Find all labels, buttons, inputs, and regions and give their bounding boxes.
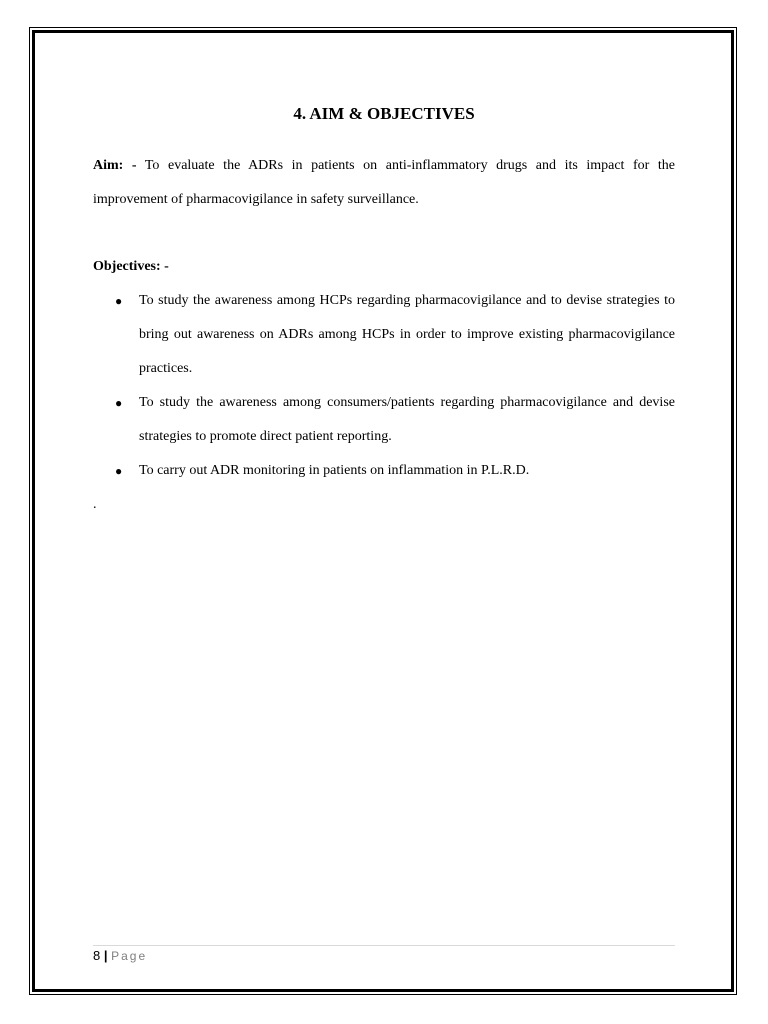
trailing-period: . [93,497,97,512]
footer-divider [93,945,675,946]
objectives-heading: Objectives: - [93,259,169,274]
section-title: 4. AIM & OBJECTIVES [293,104,475,123]
list-item [93,386,675,454]
list-item [93,454,675,488]
objective-text: To study the awareness among consumers/patients regarding pharmacovigilance and devise strategies to promote direct patient reporting. [139,395,675,444]
aim-text: To evaluate the ADRs in patients on anti-inflammatory drugs and its impact for the improvement of pharmacovigilance in safety surveillance. [93,158,675,207]
document-body [93,100,675,522]
list-item [93,284,675,386]
bullet-icon: ● [115,294,123,308]
bullet-icon: ● [115,396,123,410]
objectives-list [93,284,675,488]
page-label: Page [111,949,148,963]
page-number: 8 [93,948,101,963]
page-footer [93,947,147,965]
bullet-icon: ● [115,464,123,478]
objective-text: To carry out ADR monitoring in patients on inflammation in P.L.R.D. [139,463,530,478]
aim-label: Aim: - [93,158,137,173]
footer-separator: | [103,948,108,963]
aim-paragraph [93,149,675,217]
objective-text: To study the awareness among HCPs regarding pharmacovigilance and to devise strategies to bring out awareness on ADRs among HCPs in order to improve existing pharmacovigilance practices. [139,293,675,376]
